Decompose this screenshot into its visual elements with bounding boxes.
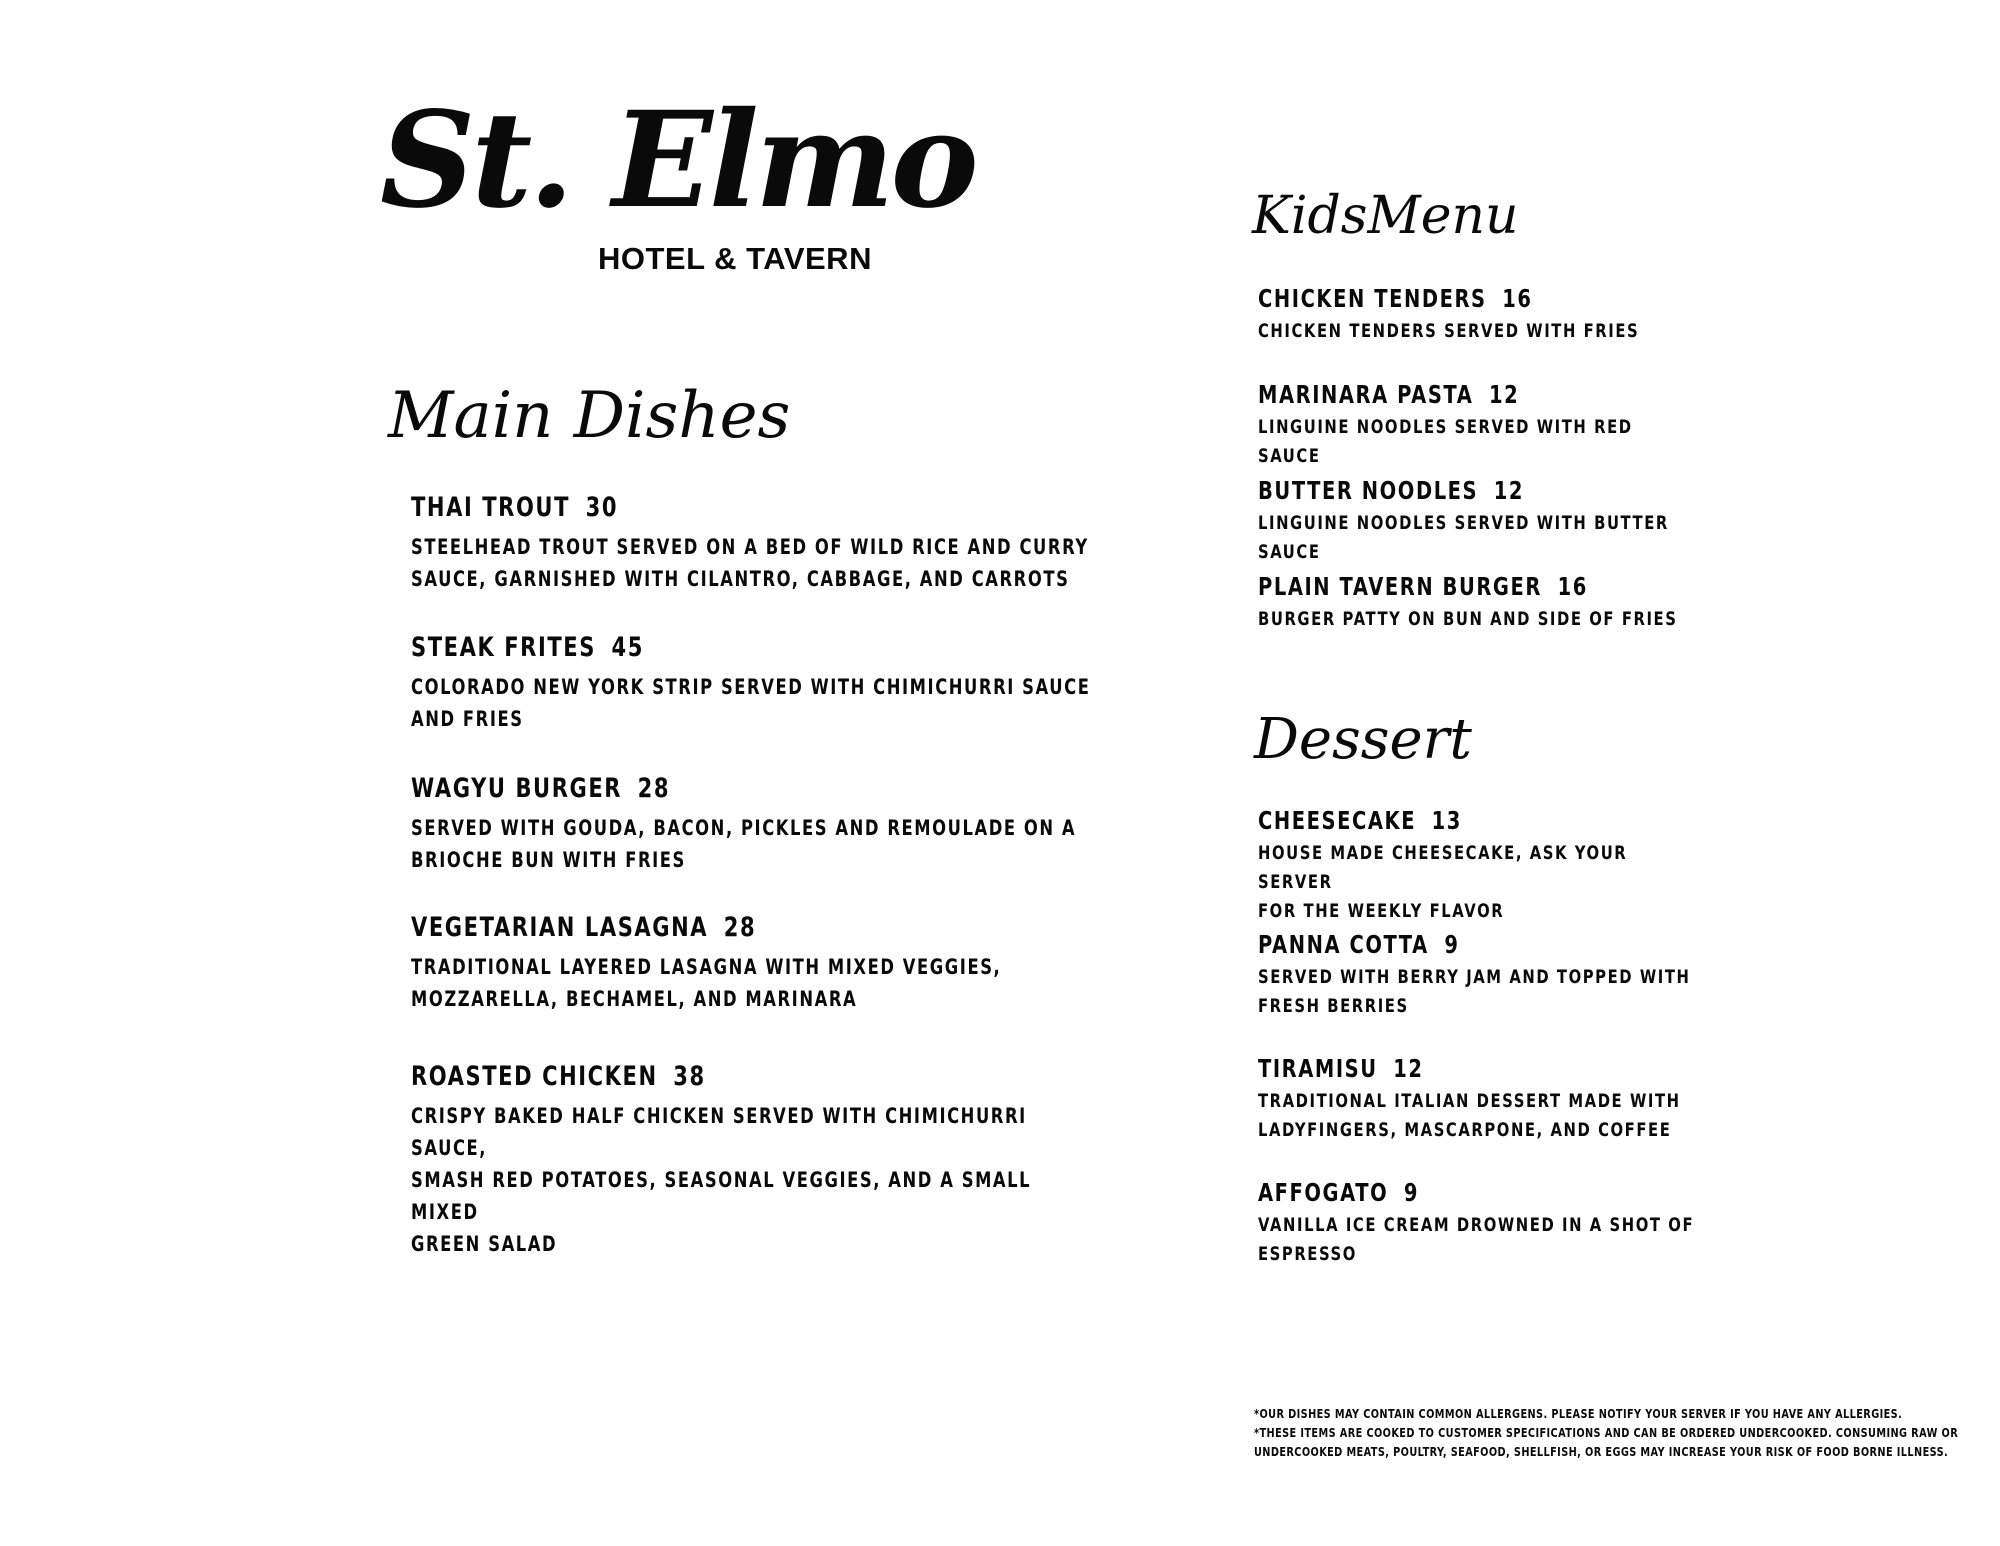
item-name: TIRAMISU <box>1258 1054 1378 1083</box>
item-description: LINGUINE NOODLES SERVED WITH RED SAUCE <box>1258 416 1633 467</box>
item-price: 28 <box>637 773 671 804</box>
item-name: AFFOGATO <box>1258 1178 1389 1207</box>
item-price: 16 <box>1557 572 1588 601</box>
item-title <box>411 912 1097 943</box>
item-name: ROASTED CHICKEN <box>411 1061 658 1092</box>
item-price: 9 <box>1403 1178 1419 1207</box>
item-description: CRISPY BAKED HALF CHICKEN SERVED WITH CHIMICHURRI SAUCE, SMASH RED POTATOES, SEASONAL VEGGIES, AND A SMALL MIXED GREEN SALAD <box>411 1104 1032 1256</box>
dessert-heading: Dessert <box>1254 707 1472 772</box>
item-description: BURGER PATTY ON BUN AND SIDE OF FRIES <box>1258 608 1678 630</box>
item-name: CHEESECAKE <box>1258 806 1417 835</box>
logo-subtitle: HOTEL & TAVERN <box>598 241 872 276</box>
menu-item-cheesecake <box>1258 806 1818 926</box>
item-price: 13 <box>1431 806 1462 835</box>
item-name: THAI TROUT <box>411 492 571 523</box>
item-name: PLAIN TAVERN BURGER <box>1258 572 1542 601</box>
footnote-line: UNDERCOOKED MEATS, POULTRY, SEAFOOD, SHELLFISH, OR EGGS MAY INCREASE YOUR RISK OF FOOD BORNE ILLNESS. <box>1254 1444 1949 1459</box>
item-name: WAGYU BURGER <box>411 773 623 804</box>
menu-item-wagyu-burger <box>411 773 1291 876</box>
kids-menu-heading: KidsMenu <box>1252 186 1519 246</box>
item-description: COLORADO NEW YORK STRIP SERVED WITH CHIMICHURRI SAUCE AND FRIES <box>411 675 1091 731</box>
item-title <box>1258 1178 1695 1207</box>
item-title <box>1258 930 1695 959</box>
item-title <box>1258 806 1695 835</box>
logo-script-text: St. Elmo <box>380 83 975 238</box>
item-price: 38 <box>673 1061 706 1092</box>
item-description: LINGUINE NOODLES SERVED WITH BUTTER SAUCE <box>1258 512 1669 563</box>
item-title <box>411 492 1097 523</box>
item-title <box>1258 572 1695 601</box>
menu-item-marinara-pasta <box>1258 380 1818 471</box>
item-price: 30 <box>585 492 619 523</box>
item-title <box>1258 1054 1695 1083</box>
item-description: CHICKEN TENDERS SERVED WITH FRIES <box>1258 320 1640 342</box>
menu-item-tiramisu <box>1258 1054 1818 1145</box>
menu-item-butter-noodles <box>1258 476 1818 567</box>
item-price: 12 <box>1393 1054 1424 1083</box>
item-price: 28 <box>723 912 757 943</box>
item-name: CHICKEN TENDERS <box>1258 284 1487 313</box>
menu-item-steak-frites <box>411 632 1291 735</box>
footnote-line: *THESE ITEMS ARE COOKED TO CUSTOMER SPECIFICATIONS AND CAN BE ORDERED UNDERCOOKED. CONSUMING RAW OR <box>1254 1425 1959 1440</box>
menu-item-plain-tavern-burger <box>1258 572 1818 634</box>
menu-item-chicken-tenders <box>1258 284 1818 346</box>
item-description: TRADITIONAL LAYERED LASAGNA WITH MIXED VEGGIES, MOZZARELLA, BECHAMEL, AND MARINARA <box>411 955 1002 1011</box>
item-name: BUTTER NOODLES <box>1258 476 1479 505</box>
menu-item-vegetarian-lasagna <box>411 912 1291 1015</box>
item-price: 12 <box>1489 380 1520 409</box>
item-title <box>1258 476 1695 505</box>
item-price: 45 <box>611 632 644 663</box>
item-title <box>411 632 1097 663</box>
item-title <box>411 1061 1097 1092</box>
item-title <box>411 773 1097 804</box>
item-description: SERVED WITH GOUDA, BACON, PICKLES AND REMOULADE ON A BRIOCHE BUN WITH FRIES <box>411 816 1077 872</box>
menu-item-panna-cotta <box>1258 930 1818 1021</box>
main-dishes-heading: Main Dishes <box>388 379 791 453</box>
item-price: 9 <box>1444 930 1460 959</box>
item-description: HOUSE MADE CHEESECAKE, ASK YOUR SERVER FOR THE WEEKLY FLAVOR <box>1258 842 1628 922</box>
item-description: SERVED WITH BERRY JAM AND TOPPED WITH FRESH BERRIES <box>1258 966 1691 1017</box>
item-name: STEAK FRITES <box>411 632 596 663</box>
item-name: VEGETARIAN LASAGNA <box>411 912 709 943</box>
item-price: 16 <box>1502 284 1533 313</box>
allergen-footnote <box>1254 1404 1959 1461</box>
menu-item-affogato <box>1258 1178 1818 1269</box>
item-name: PANNA COTTA <box>1258 930 1429 959</box>
footnote-line: *OUR DISHES MAY CONTAIN COMMON ALLERGENS. PLEASE NOTIFY YOUR SERVER IF YOU HAVE ANY ALLERGIES. <box>1254 1406 1903 1421</box>
item-price: 12 <box>1493 476 1525 505</box>
item-title <box>1258 380 1695 409</box>
logo <box>380 83 975 295</box>
menu-item-roasted-chicken <box>411 1061 1291 1260</box>
menu-item-thai-trout <box>411 492 1291 595</box>
item-description: STEELHEAD TROUT SERVED ON A BED OF WILD RICE AND CURRY SAUCE, GARNISHED WITH CILANTRO, CABBAGE, AND CARROTS <box>411 535 1089 591</box>
item-name: MARINARA PASTA <box>1258 380 1474 409</box>
item-description: TRADITIONAL ITALIAN DESSERT MADE WITH LADYFINGERS, MASCARPONE, AND COFFEE <box>1258 1090 1681 1141</box>
item-description: VANILLA ICE CREAM DROWNED IN A SHOT OF ESPRESSO <box>1258 1214 1695 1265</box>
item-title <box>1258 284 1695 313</box>
